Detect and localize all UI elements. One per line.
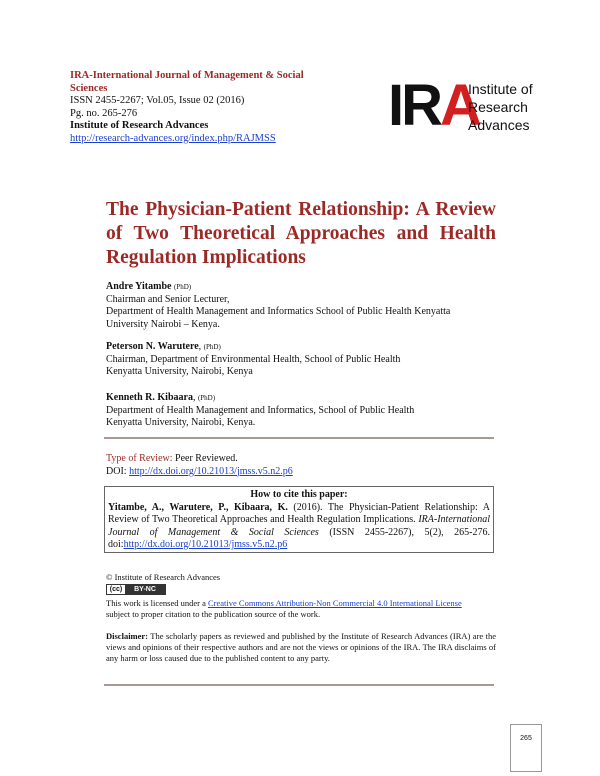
doi-link[interactable]: http://dx.doi.org/10.21013/jmss.v5.n2.p6 (129, 465, 293, 477)
citation-doi-link[interactable]: http://dx.doi.org/10.21013/jmss.v5.n2.p6 (123, 539, 288, 550)
journal-url-link[interactable]: http://research-advances.org/index.php/RAJMSS (70, 132, 276, 144)
author-block: Andre Yitambe (PhD) Chairman and Senior Lecturer, Department of Health Management and Informatics School of Public Health Kenyatta University Nairobi – Kenya. (106, 281, 451, 330)
license-text: This work is licensed under a Creative Commons Attribution-Non Commercial 4.0 International License subject to proper citation to the publication source of the work. (106, 598, 462, 619)
author-name: Kenneth R. Kibaara (106, 392, 193, 403)
journal-pages: Pg. no. 265-276 (70, 107, 138, 119)
citation-heading: How to cite this paper: (250, 489, 348, 500)
logo-text: Institute of Research Advances (468, 81, 533, 133)
journal-header (70, 70, 310, 146)
cc-license-link[interactable]: Creative Commons Attribution-Non Commercial 4.0 International License (207, 598, 462, 608)
journal-issn: ISSN 2455-2267; Vol.05, Issue 02 (2016) (70, 95, 245, 107)
page-number: 265 (520, 735, 532, 742)
page-number-box (510, 724, 542, 772)
citation-text: Yitambe, A., Warutere, P., Kibaara, K. (2016). The Physician-Patient Relationship: A Review of Two Theoretical Approaches and Health Regulation Implications. IRA-International Journal of Management & Social Sciences (ISSN 2455-2267), 5(2), 265-276. doi:http://dx.doi.org/10.21013/jmss.v5.n2.p6 (108, 501, 491, 550)
ira-logo (388, 74, 558, 144)
journal-publisher: Institute of Research Advances (70, 120, 209, 132)
logo-letters: IRA (388, 73, 479, 138)
author-block: Kenneth R. Kibaara, (PhD) Department of Health Management and Informatics, School of Public Health Kenyatta University, Nairobi, Kenya. (106, 392, 415, 428)
paper-title: The Physician-Patient Relationship: A Review of Two Theoretical Approaches and Health Regulation Implications (106, 199, 496, 268)
disclaimer: Disclaimer: The scholarly papers as reviewed and published by the Institute of Research Advances (IRA) are the views and opinions of their respective authors and are not the views or opinions of the IRA. The IRA disclaims of any harm or loss caused due to the published content to any party. (106, 631, 496, 663)
citation-box (104, 486, 494, 553)
divider (104, 684, 494, 686)
copyright: © Institute of Research Advances (106, 572, 221, 582)
author-name: Andre Yitambe (106, 281, 172, 292)
review-info: Type of Review: Peer Reviewed. DOI: http://dx.doi.org/10.21013/jmss.v5.n2.p6 (106, 453, 293, 477)
cc-license-badge[interactable]: (cc) BY-NC (106, 584, 166, 595)
disclaimer-label: Disclaimer: (106, 631, 149, 641)
journal-name: IRA-International Journal of Management & Social Sciences (70, 70, 304, 94)
divider (104, 437, 494, 439)
author-name: Peterson N. Warutere (106, 341, 199, 352)
author-block: Peterson N. Warutere, (PhD) Chairman, Department of Environmental Health, School of Public Health Kenyatta University, Nairobi, Kenya (106, 341, 401, 377)
review-type-label: Type of Review: (106, 453, 173, 464)
